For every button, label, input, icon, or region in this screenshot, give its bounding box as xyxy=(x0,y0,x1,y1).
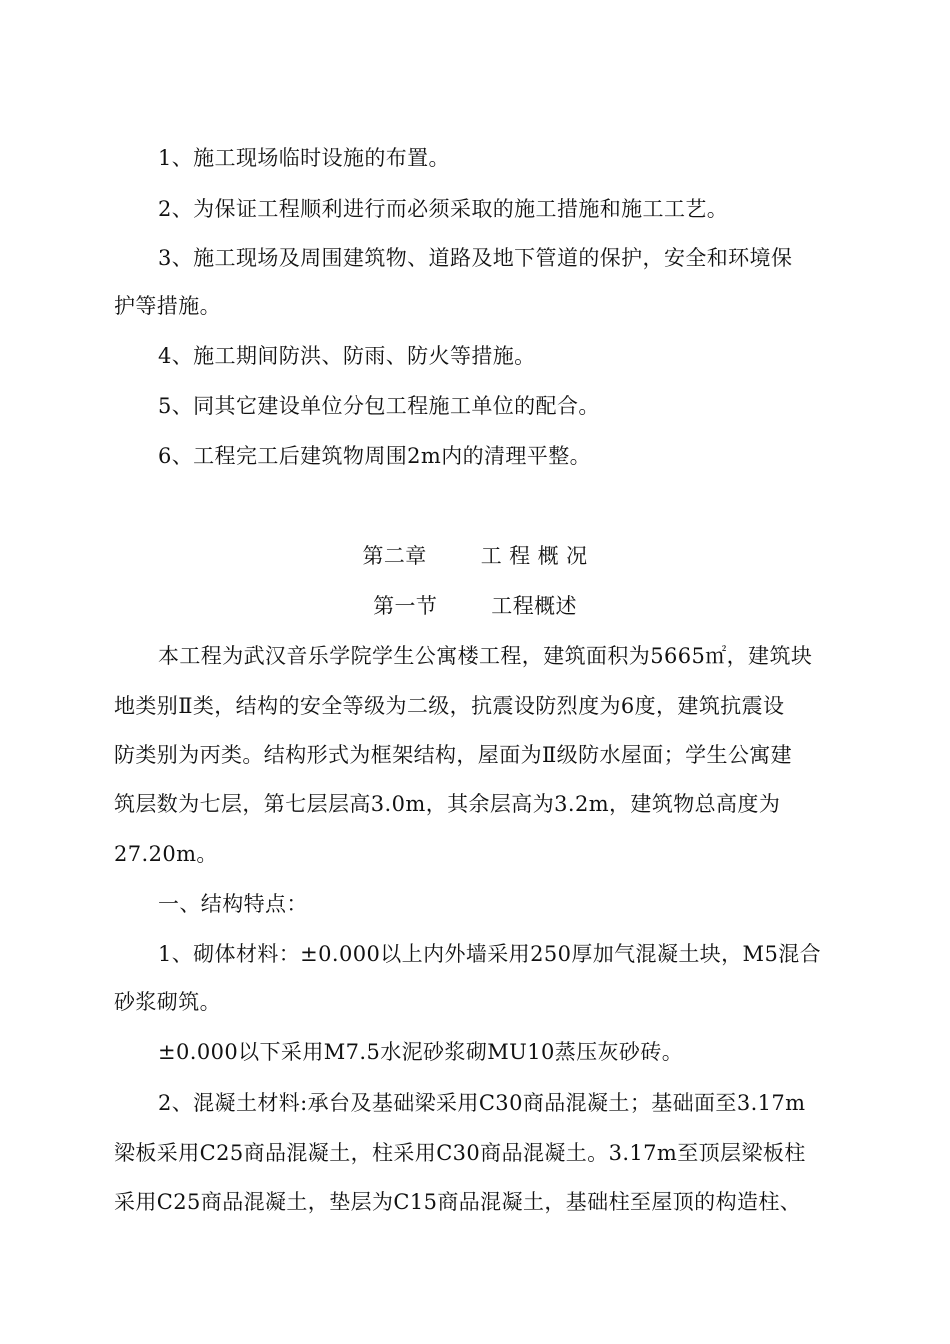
intro-item-6: 6、工程完工后建筑物周围2m内的清理平整。 xyxy=(158,444,592,468)
structure-line-5: 梁板采用C25商品混凝土，柱采用C30商品混凝土。3.17m至顶层梁板柱 xyxy=(114,1141,806,1165)
overview-line-2: 地类别Ⅱ类，结构的安全等级为二级，抗震设防烈度为6度，建筑抗震设 xyxy=(114,694,785,718)
structure-line-2: 砂浆砌筑。 xyxy=(114,990,221,1014)
chapter-heading xyxy=(0,541,950,571)
intro-item-3-continued: 护等措施。 xyxy=(114,294,221,318)
section-title: 工程概述 xyxy=(491,594,577,618)
structure-heading: 一、结构特点： xyxy=(158,892,308,916)
structure-line-1: 1、砌体材料：±0.000以上内外墙采用250厚加气混凝土块，M5混合 xyxy=(158,942,822,966)
section-heading xyxy=(0,591,950,621)
intro-item-4: 4、施工期间防洪、防雨、防火等措施。 xyxy=(158,344,536,368)
intro-item-2: 2、为保证工程顺利进行而必须采取的施工措施和施工工艺。 xyxy=(158,197,729,221)
section-number: 第一节 xyxy=(373,594,438,618)
intro-item-5: 5、同其它建设单位分包工程施工单位的配合。 xyxy=(158,394,600,418)
overview-line-3: 防类别为丙类。结构形式为框架结构，屋面为Ⅱ级防水屋面；学生公寓建 xyxy=(114,743,793,767)
structure-line-3: ±0.000以下采用M7.5水泥砂浆砌MU10蒸压灰砂砖。 xyxy=(158,1040,684,1064)
chapter-number: 第二章 xyxy=(362,544,427,568)
intro-item-1: 1、施工现场临时设施的布置。 xyxy=(158,146,450,170)
structure-line-6: 采用C25商品混凝土，垫层为C15商品混凝土，基础柱至屋顶的构造柱、 xyxy=(114,1190,802,1214)
structure-line-4: 2、混凝土材料:承台及基础梁采用C30商品混凝土；基础面至3.17m xyxy=(158,1091,806,1115)
overview-line-5: 27.20m。 xyxy=(114,842,218,866)
intro-item-3: 3、施工现场及周围建筑物、道路及地下管道的保护，安全和环境保 xyxy=(158,246,793,270)
overview-line-4: 筑层数为七层，第七层层高3.0m，其余层高为3.2m，建筑物总高度为 xyxy=(114,792,781,816)
overview-line-1: 本工程为武汉音乐学院学生公寓楼工程，建筑面积为5665㎡，建筑块 xyxy=(158,644,813,668)
chapter-title: 工 程 概 况 xyxy=(480,544,588,568)
